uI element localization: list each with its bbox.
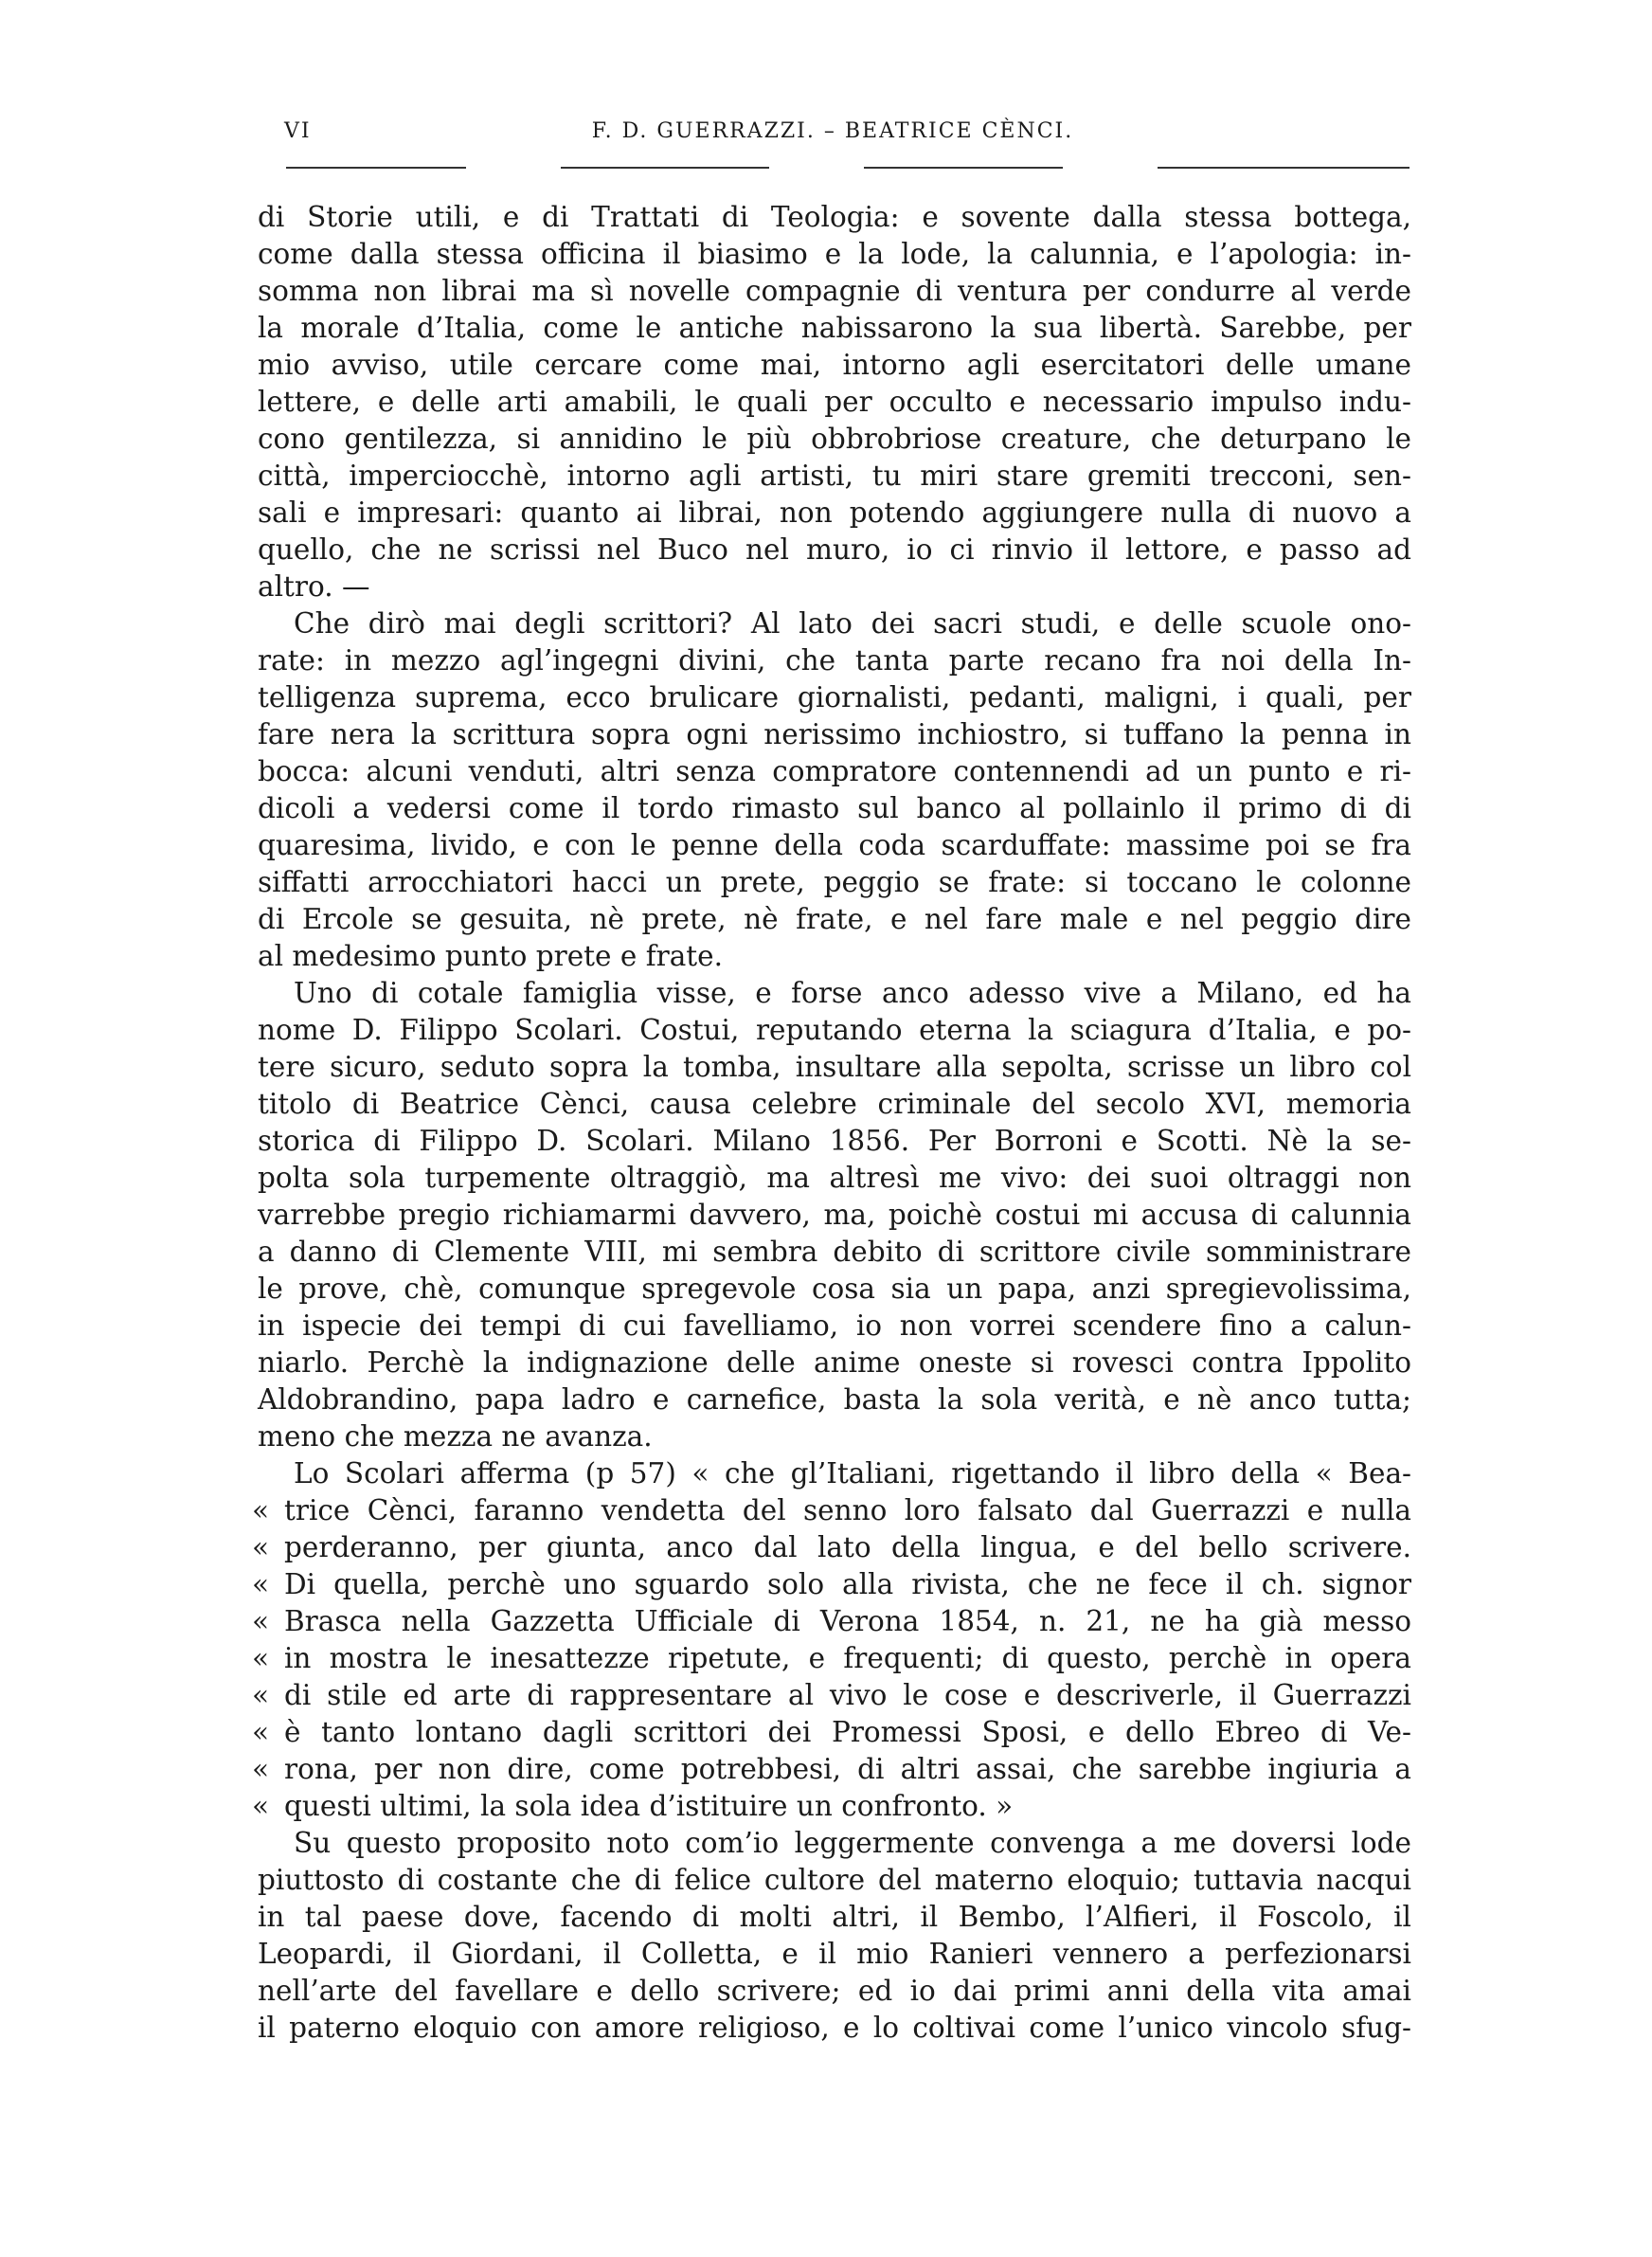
- text-line: [258, 790, 1411, 827]
- quote-mark: «: [252, 1568, 270, 1600]
- line-text: Lo Scolari afferma (p 57) « che gl’Italiani, rigettando il libro della « Bea-: [294, 1457, 1411, 1490]
- line-text: altro. —: [258, 570, 370, 603]
- text-line: [258, 199, 1411, 236]
- line-text: città, imperciocchè, intorno agli artisti, tu miri stare gremiti trecconi, sen-: [258, 460, 1411, 492]
- text-line: [258, 1862, 1411, 1899]
- line-text: trice Cènci, faranno vendetta del senno loro falsato dal Guerrazzi e nulla: [284, 1494, 1411, 1526]
- text-line: [258, 1160, 1411, 1197]
- page-header: [256, 112, 1410, 150]
- line-text: quaresima, livido, e con le penne della coda scarduffate: massime poi se fra: [258, 829, 1411, 861]
- text-line: [252, 1529, 1411, 1566]
- text-line: [258, 938, 1411, 975]
- line-text: rona, per non dire, come potrebbesi, di altri assai, che sarebbe ingiuria a: [284, 1753, 1411, 1785]
- text-line: [258, 1973, 1411, 2010]
- text-line: [252, 1603, 1411, 1640]
- text-line: [258, 1418, 1411, 1455]
- text-line: [252, 1640, 1411, 1677]
- quote-mark: «: [252, 1716, 270, 1748]
- quote-mark: «: [252, 1494, 270, 1526]
- line-text: a danno di Clemente VIII, mi sembra debito di scrittore civile somministrare: [258, 1236, 1411, 1268]
- text-line: [258, 1455, 1411, 1492]
- line-text: Leopardi, il Giordani, il Colletta, e il mio Ranieri vennero a perfezionarsi: [258, 1938, 1411, 1970]
- line-text: rate: in mezzo agl’ingegni divini, che tanta parte recano fra noi della In-: [258, 644, 1411, 677]
- line-text: telligenza suprema, ecco brulicare giornalisti, pedanti, maligni, i quali, per: [258, 681, 1411, 713]
- line-text: lettere, e delle arti amabili, le quali per occulto e necessario impulso indu-: [258, 386, 1411, 418]
- line-text: tere sicuro, seduto sopra la tomba, insultare alla sepolta, scrisse un libro col: [258, 1051, 1411, 1083]
- line-text: la morale d’Italia, come le antiche nabissarono la sua libertà. Sarebbe, per: [258, 312, 1411, 344]
- line-text: come dalla stessa officina il biasimo e la lode, la calunnia, e l’apologia: in-: [258, 238, 1411, 270]
- text-line: [258, 1012, 1411, 1049]
- quote-mark: «: [252, 1605, 270, 1637]
- quote-mark: «: [252, 1531, 270, 1563]
- line-text: nell’arte del favellare e dello scrivere; ed io dai primi anni della vita amai: [258, 1975, 1411, 2007]
- text-line: [258, 901, 1411, 938]
- line-text: varrebbe pregio richiamarmi davvero, ma, poichè costui mi accusa di calunnia: [258, 1199, 1411, 1231]
- line-text: il paterno eloquio con amore religioso, e lo coltivai come l’unico vincolo sfug-: [258, 2012, 1411, 2044]
- line-text: al medesimo punto prete e frate.: [258, 940, 723, 972]
- text-line: [252, 1677, 1411, 1714]
- quote-mark: «: [252, 1642, 270, 1674]
- text-line: [258, 679, 1411, 716]
- line-text: Che dirò mai degli scrittori? Al lato dei sacri studi, e delle scuole ono-: [294, 607, 1411, 640]
- text-line: [258, 1049, 1411, 1086]
- line-text: Di quella, perchè uno sguardo solo alla rivista, che ne fece il ch. signor: [284, 1568, 1411, 1600]
- text-line: [258, 605, 1411, 642]
- quote-mark: «: [252, 1753, 270, 1785]
- body-text: [252, 199, 1411, 2047]
- line-text: dicoli a vedersi come il tordo rimasto sul banco al pollainlo il primo di di: [258, 792, 1411, 824]
- text-line: [258, 975, 1411, 1012]
- line-text: titolo di Beatrice Cènci, causa celebre criminale del secolo XVI, memoria: [258, 1088, 1411, 1120]
- line-text: Brasca nella Gazzetta Ufficiale di Verona 1854, n. 21, ne ha già messo: [284, 1605, 1411, 1637]
- line-text: cono gentilezza, si annidino le più obbrobriose creature, che deturpano le: [258, 423, 1411, 455]
- line-text: di Storie utili, e di Trattati di Teologia: e sovente dalla stessa bottega,: [258, 201, 1411, 233]
- text-line: [258, 1381, 1411, 1418]
- line-text: somma non librai ma sì novelle compagnie di ventura per condurre al verde: [258, 275, 1411, 307]
- quote-mark: «: [252, 1790, 270, 1822]
- line-text: Su questo proposito noto com’io leggermente convenga a me doversi lode: [294, 1827, 1411, 1859]
- text-line: [258, 421, 1411, 458]
- text-line: [258, 532, 1411, 569]
- text-line: [258, 1086, 1411, 1123]
- text-line: [252, 1751, 1411, 1788]
- text-line: [258, 273, 1411, 310]
- text-line: [258, 1345, 1411, 1381]
- text-line: [258, 1825, 1411, 1862]
- line-text: mio avviso, utile cercare come mai, intorno agli esercitatori delle umane: [258, 349, 1411, 381]
- line-text: piuttosto di costante che di felice cultore del materno eloquio; tuttavia nacqui: [258, 1864, 1411, 1896]
- line-text: in ispecie dei tempi di cui favelliamo, io non vorrei scendere fino a calun-: [258, 1309, 1411, 1342]
- text-line: [258, 827, 1411, 864]
- text-line: [258, 1271, 1411, 1308]
- line-text: di stile ed arte di rappresentare al vivo le cose e descriverle, il Guerrazzi: [284, 1679, 1411, 1711]
- text-line: [258, 1899, 1411, 1936]
- text-line: [258, 1197, 1411, 1234]
- text-line: [258, 1308, 1411, 1345]
- text-line: [258, 716, 1411, 753]
- text-line: [252, 1566, 1411, 1603]
- header-rule: [864, 167, 1063, 169]
- line-text: siffatti arrocchiatori hacci un prete, peggio se frate: si toccano le colonne: [258, 866, 1411, 898]
- line-text: storica di Filippo D. Scolari. Milano 1856. Per Borroni e Scotti. Nè la se-: [258, 1125, 1411, 1157]
- text-line: [258, 310, 1411, 347]
- line-text: meno che mezza ne avanza.: [258, 1420, 653, 1453]
- line-text: sali e impresari: quanto ai librai, non potendo aggiungere nulla di nuovo a: [258, 497, 1411, 529]
- line-text: in mostra le inesattezze ripetute, e frequenti; di questo, perchè in opera: [284, 1642, 1411, 1674]
- page-number: VI: [284, 119, 312, 143]
- text-line: [252, 1714, 1411, 1751]
- text-line: [252, 1492, 1411, 1529]
- text-line: [258, 347, 1411, 384]
- text-line: [258, 236, 1411, 273]
- quote-mark: «: [252, 1679, 270, 1711]
- text-line: [258, 1123, 1411, 1160]
- line-text: perderanno, per giunta, anco dal lato della lingua, e del bello scrivere.: [284, 1531, 1411, 1563]
- line-text: niarlo. Perchè la indignazione delle anime oneste si rovesci contra Ippolito: [258, 1346, 1411, 1379]
- running-head: F. D. GUERRAZZI. – BEATRICE CÈNCI.: [591, 119, 1074, 143]
- text-line: [258, 2010, 1411, 2047]
- line-text: fare nera la scrittura sopra ogni nerissimo inchiostro, si tuffano la penna in: [258, 718, 1411, 750]
- text-line: [258, 753, 1411, 790]
- line-text: le prove, chè, comunque spregevole cosa sia un papa, anzi spregievolissima,: [258, 1273, 1411, 1305]
- line-text: Uno di cotale famiglia visse, e forse anco adesso vive a Milano, ed ha: [294, 977, 1411, 1009]
- header-rule: [561, 167, 769, 169]
- text-line: [258, 384, 1411, 421]
- header-rule: [1158, 167, 1410, 169]
- line-text: è tanto lontano dagli scrittori dei Promessi Sposi, e dello Ebreo di Ve-: [284, 1716, 1411, 1748]
- text-line: [258, 458, 1411, 495]
- text-line: [258, 642, 1411, 679]
- line-text: bocca: alcuni venduti, altri senza compratore contennendi ad un punto e ri-: [258, 755, 1411, 787]
- line-text: in tal paese dove, facendo di molti altri, il Bembo, l’Alfieri, il Foscolo, il: [258, 1901, 1411, 1933]
- text-line: [258, 1234, 1411, 1271]
- line-text: di Ercole se gesuita, nè prete, nè frate, e nel fare male e nel peggio dire: [258, 903, 1411, 935]
- line-text: quello, che ne scrissi nel Buco nel muro, io ci rinvio il lettore, e passo ad: [258, 533, 1411, 566]
- text-line: [258, 495, 1411, 532]
- text-line: [252, 1788, 1411, 1825]
- text-line: [258, 1936, 1411, 1973]
- text-line: [258, 864, 1411, 901]
- line-text: nome D. Filippo Scolari. Costui, reputando eterna la sciagura d’Italia, e po-: [258, 1014, 1411, 1046]
- text-line: [258, 569, 1411, 605]
- header-rule: [286, 167, 466, 169]
- line-text: Aldobrandino, papa ladro e carnefice, basta la sola verità, e nè anco tutta;: [258, 1383, 1411, 1416]
- line-text: polta sola turpemente oltraggiò, ma altresì me vivo: dei suoi oltraggi non: [258, 1162, 1411, 1194]
- line-text: questi ultimi, la sola idea d’istituire un confronto. »: [284, 1790, 1014, 1822]
